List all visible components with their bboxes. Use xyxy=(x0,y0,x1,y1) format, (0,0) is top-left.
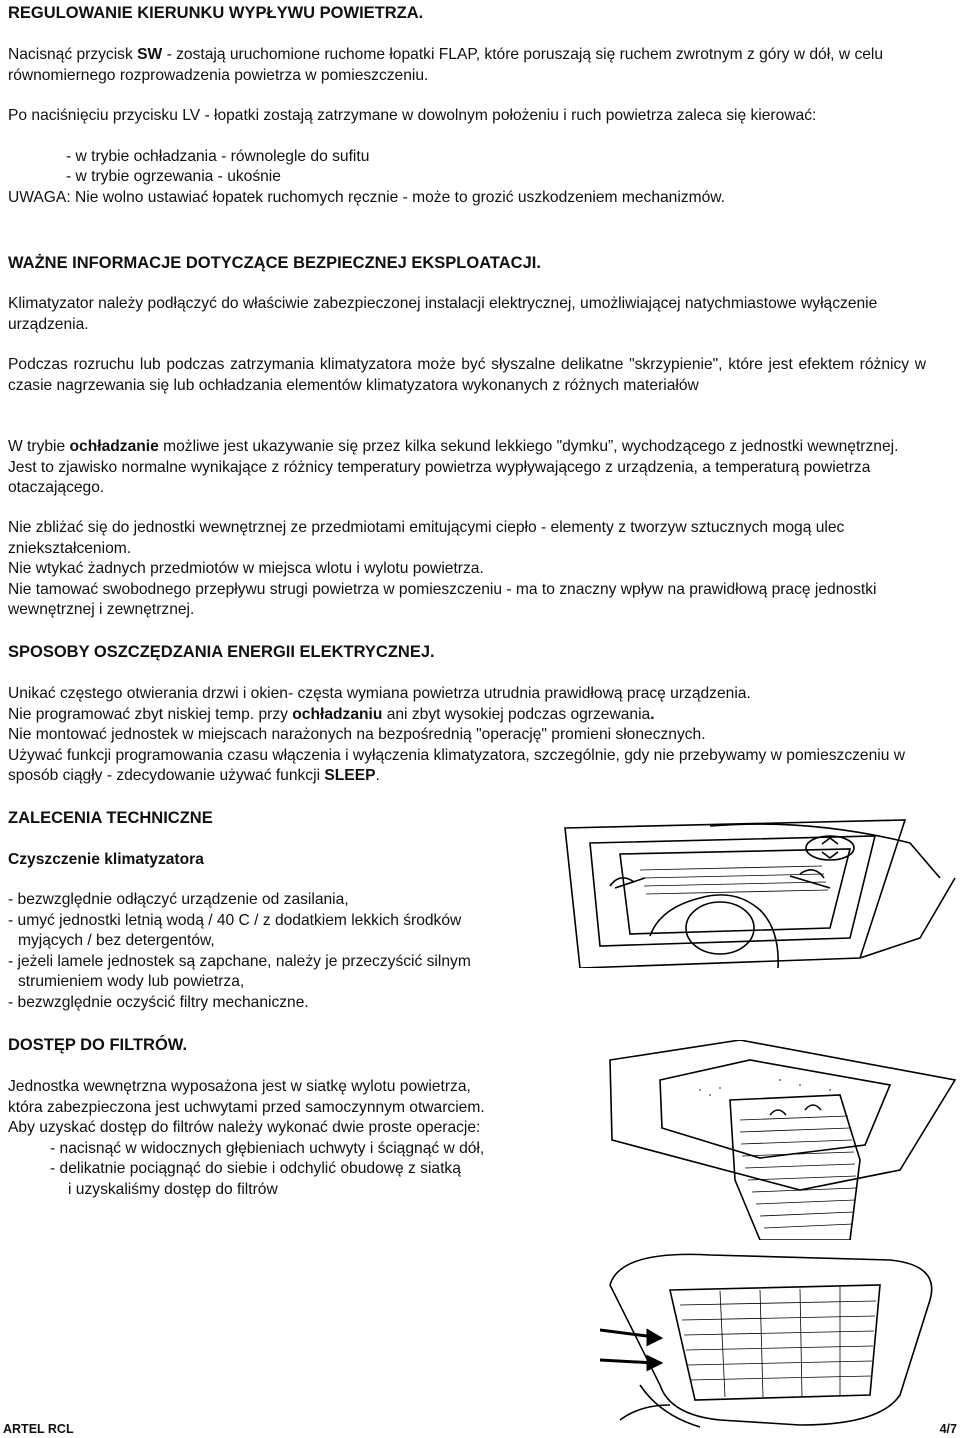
paragraph-energy-tips xyxy=(8,684,926,787)
filter-step: - delikatnie pociągnąć do siebie i odchylić obudowę z siatką xyxy=(50,1160,461,1177)
section-title-safety: WAŻNE INFORMACJE DOTYCZĄCE BEZPIECZNEJ EKSPLOATACJI. xyxy=(8,254,541,272)
tip-temperature xyxy=(8,705,926,726)
tip-sunlight: Nie montować jednostek w miejscach narażonych na bezpośrednią "operację" promieni słonecznych. xyxy=(8,726,706,743)
illustration-cleaning xyxy=(560,818,960,968)
text: Nacisnąć przycisk xyxy=(8,46,138,63)
text: Używać funkcji programowania czasu włączenia i wyłączenia klimatyzatora, szczególnie, gdy nie przebywamy w pomieszczeniu w sposób ciągły - zdecydowanie używać funkcji xyxy=(8,746,906,784)
list-item-heating: - w trybie ogrzewania - ukośnie xyxy=(66,168,281,185)
prohibition-objects: Nie wtykać żadnych przedmiotów w miejsca wlotu i wylotu powietrza. xyxy=(8,560,484,577)
subtitle-cleaning: Czyszczenie klimatyzatora xyxy=(8,851,204,868)
paragraph-sw-button xyxy=(8,45,926,86)
paragraph-electrical: Klimatyzator należy podłączyć do właściwie zabezpieczonej instalacji elektrycznej, umożliwiającej natychmiastowe wyłączenie urządzenia. xyxy=(8,295,878,333)
text: . xyxy=(375,767,380,784)
text: ani zbyt wysokiej podczas ogrzewania xyxy=(382,705,651,723)
paragraph-filter-access xyxy=(8,1077,608,1200)
section-title-energy: SPOSOBY OSZCZĘDZANIA ENERGII ELEKTRYCZNEJ. xyxy=(8,643,435,661)
filter-text: Aby uzyskać dostęp do filtrów należy wykonać dwie proste operacje: xyxy=(8,1119,481,1136)
note-warning: UWAGA: Nie wolno ustawiać łopatek ruchomych ręcznie - może to grozić uszkodzeniem mechanizmów. xyxy=(8,189,726,206)
tip-doors: Unikać częstego otwierania drzwi i okien- częsta wymiana powietrza utrudnia prawidłową pracę urządzenia. xyxy=(8,685,751,702)
cleaning-step: - umyć jednostki letnią wodą / 40 C / z dodatkiem lekkich środków xyxy=(8,911,462,929)
text: - zostają uruchomione ruchome łopatki FLAP, które poruszają się ruchem zwrotnym z góry w dół, w celu równomiernego rozprowadzenia powietrza w pomieszczeniu. xyxy=(8,46,884,84)
paragraph-smoke xyxy=(8,437,926,499)
paragraph-lv-button: Po naciśnięciu przycisku LV - łopatki zostają zatrzymane w dowolnym położeniu i ruch powietrza zaleca się kierować: xyxy=(8,107,817,124)
cleaning-step: - jeżeli lamele jednostek są zapchane, należy je przeczyścić silnym xyxy=(8,952,471,970)
filter-text: która zabezpieczona jest uchwytami przed samoczynnym otwarciem. xyxy=(8,1098,485,1116)
section-title-airflow: REGULOWANIE KIERUNKU WYPŁYWU POWIETRZA. xyxy=(8,4,424,22)
mode-cooling-term: ochładzaniu xyxy=(292,705,383,723)
text: Nie programować zbyt niskiej temp. przy xyxy=(8,705,293,723)
prohibition-airflow: Nie tamować swobodnego przepływu strugi powietrza w pomieszczeniu - ma to znaczny wpływ na prawidłową pracę jednostki wewnętrznej i zewnętrznej. xyxy=(8,580,877,618)
filter-text: Jednostka wewnętrzna wyposażona jest w siatkę wylotu powietrza, xyxy=(8,1078,471,1095)
footer-model: ARTEL RCL xyxy=(3,1422,74,1436)
illustration-filter-removal xyxy=(600,1245,960,1430)
filter-step: - nacisnąć w widocznych głębieniach uchwyty i ściągnąć w dół, xyxy=(50,1139,485,1157)
tip-timer xyxy=(8,746,926,787)
sw-key: SW xyxy=(137,46,163,63)
text: W trybie xyxy=(8,438,70,455)
paragraph-creaking: Podczas rozruchu lub podczas zatrzymania klimatyzatora może być słyszalne delikatne "skrzypienie", które jest efektem różnicy w czasie nagrzewania się lub ochładzania elementów klimatyzatora wykonanych z różnych materiałów xyxy=(8,356,926,394)
paragraph-prohibitions xyxy=(8,518,926,621)
cleaning-step-cont: myjących / bez detergentów, xyxy=(18,932,215,949)
page-number: 4/7 xyxy=(939,1422,957,1436)
section-title-technical: ZALECENIA TECHNICZNE xyxy=(8,809,213,827)
sleep-function: SLEEP xyxy=(324,767,376,784)
cleaning-step: - bezwzględnie odłączyć urządzenie od zasilania, xyxy=(8,891,349,908)
cleaning-step-cont: strumieniem wody lub powietrza, xyxy=(18,973,245,990)
prohibition-heat: Nie zbliżać się do jednostki wewnętrznej ze przedmiotami emitującymi ciepło - elementy z tworzyw sztucznych mogą ulec zniekształceniom. xyxy=(8,519,845,557)
cleaning-step: - bezwzględnie oczyścić filtry mechaniczne. xyxy=(8,993,309,1011)
filter-step-cont: i uzyskaliśmy dostęp do filtrów xyxy=(68,1180,278,1198)
mode-cooling: ochładzanie xyxy=(69,438,159,455)
list-cleaning xyxy=(8,890,568,1013)
illustration-grille-open xyxy=(600,1040,960,1240)
period: . xyxy=(650,705,655,723)
section-title-filters: DOSTĘP DO FILTRÓW. xyxy=(8,1036,188,1054)
list-item-cooling: - w trybie ochładzania - równolegle do sufitu xyxy=(66,148,370,165)
text: możliwe jest ukazywanie się przez kilka sekund lekkiego "dymku”, wychodzącego z jednostki wewnętrznej. Jest to zjawisko normalne wynikające z różnicy temperatury powietrza wypływającego z urządzenia, a temperaturą powietrza otaczającego. xyxy=(8,438,899,496)
